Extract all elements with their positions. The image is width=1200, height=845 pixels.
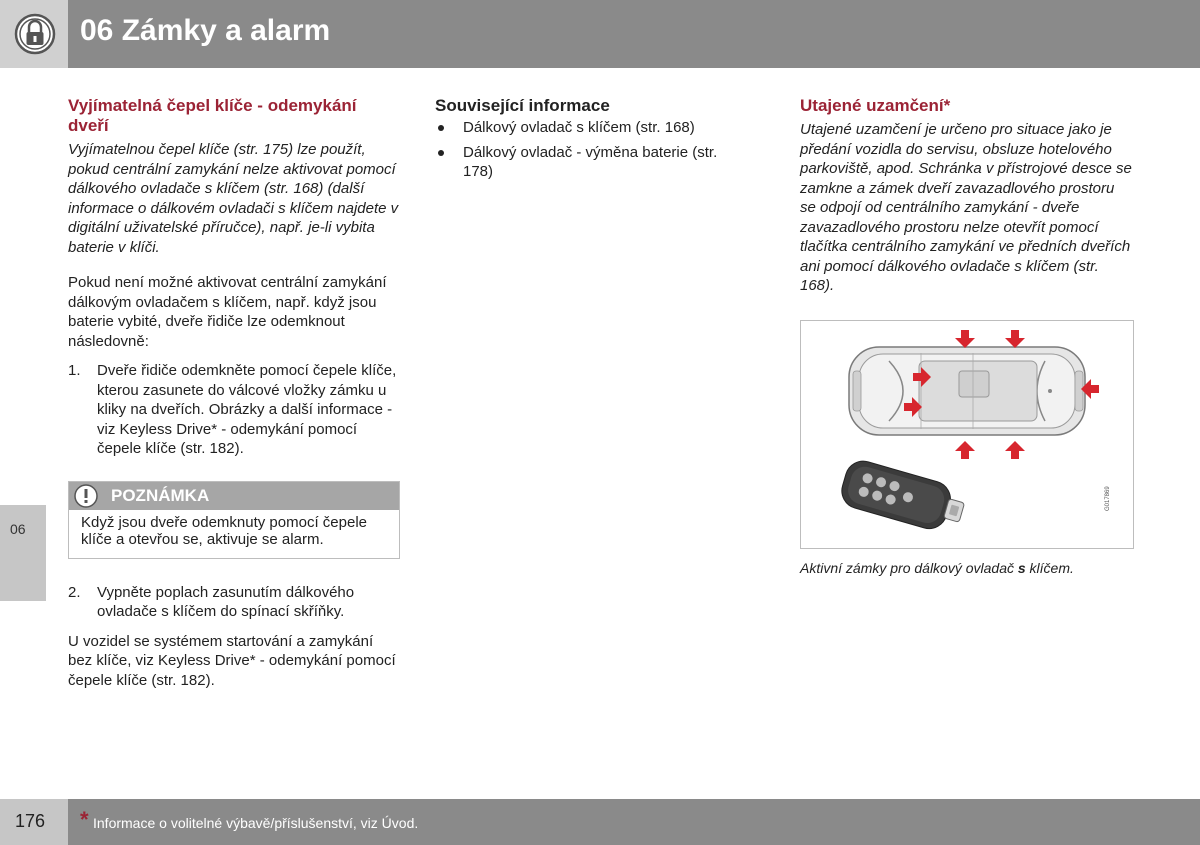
right-column <box>800 96 1134 577</box>
figure-caption <box>800 559 1134 577</box>
side-tab-label: 06 <box>10 521 26 537</box>
list-item <box>68 361 400 459</box>
footnote-star: * <box>80 807 89 832</box>
warning-icon <box>73 483 99 509</box>
step-number: 2. <box>68 583 81 601</box>
note-body <box>69 510 399 558</box>
note-header <box>69 482 399 510</box>
figure-code: G017869 <box>1105 485 1111 511</box>
car-lock-figure <box>800 320 1134 549</box>
middle-column <box>435 96 735 187</box>
related-link[interactable]: Dálkový ovladač s klíčem (str. 168) <box>435 118 735 138</box>
intro-text: Utajené uzamčení je určeno pro situace jako je předání vozidla do servisu, obsluze hotelového parkoviště, apod. Schránka v přístrojové desce se zamkne a zámek dveří zavazadlového prostoru se odpojí od centrálního zamykání - dveře zavazadlového prostoru nelze otevřít pomocí tlačítka centrálního zamykání ve předních dveřích ani pomocí dálkového ovladače s klíčem (str. 168). <box>800 121 1132 294</box>
body-paragraph: Pokud není možné aktivovat centrální zamykání dálkovým ovladačem s klíčem, např. když jsou baterie vybité, dveře řidiče lze odemknout následovně: <box>68 274 387 350</box>
caption-text: Aktivní zámky pro dálkový ovladač <box>800 559 1018 576</box>
header-icon-box <box>0 0 68 68</box>
related-links-list <box>435 118 735 182</box>
steps-list <box>68 361 400 459</box>
chapter-header <box>0 0 1200 68</box>
footnote-text: Informace o volitelné výbavě/příslušenství, viz Úvod. <box>93 815 419 831</box>
page-number-box <box>0 799 68 845</box>
caption-bold: s <box>1017 559 1026 576</box>
note-text: Když jsou dveře odemknuty pomocí čepele klíče a otevřou se, aktivuje se alarm. <box>81 513 367 548</box>
lock-icon <box>14 13 56 55</box>
car-topview <box>849 347 1085 435</box>
list-item <box>68 583 400 622</box>
arrow-up-icon <box>1005 441 1025 459</box>
related-link[interactable]: Dálkový ovladač - výměna baterie (str. 178) <box>435 143 735 182</box>
arrow-up-icon <box>955 441 975 459</box>
related-info-heading: Související informace <box>435 96 610 115</box>
arrow-down-icon <box>955 330 975 348</box>
section-heading-private-locking: Utajené uzamčení* <box>800 96 951 115</box>
steps-list <box>68 583 400 622</box>
caption-text-end: klíčem. <box>1025 559 1074 576</box>
left-column <box>68 96 400 690</box>
body-paragraph: U vozidel se systémem startování a zamykání bez klíče, viz Keyless Drive* - odemykání pomocí čepele klíče (str. 182). <box>68 632 396 689</box>
chapter-title: 06 Zámky a alarm <box>80 14 331 47</box>
step-text: Dveře řidiče odemkněte pomocí čepele klíče, kterou zasunete do válcové vložky zámku u kliky na dveřích. Obrázky a další informace - viz Keyless Drive* - odemykání pomocí čepele klíče (str. 182). <box>97 362 397 457</box>
chapter-side-tab <box>0 505 46 601</box>
remote-key <box>838 456 969 536</box>
intro-text: Vyjímatelnou čepel klíče (str. 175) lze použít, pokud centrální zamykání nelze aktivovat pomocí dálkového ovladače s klíčem (str. 168) (další informace o dálkovém ovladači s klíčem najdete v digitální uživatelské příručce), např. je-li vybita baterie v klíči. <box>68 141 399 256</box>
page-number: 176 <box>15 811 46 831</box>
step-text: Vypněte poplach zasunutím dálkového ovladače s klíčem do spínací skříňky. <box>97 583 355 620</box>
note-box <box>68 481 400 559</box>
note-title: POZNÁMKA <box>111 485 210 505</box>
step-number: 1. <box>68 362 81 379</box>
page-footer <box>0 799 1200 845</box>
arrow-down-icon <box>1005 330 1025 348</box>
car-illustration <box>801 321 1133 548</box>
section-heading-key-blade: Vyjímatelná čepel klíče - odemykání dveří <box>68 96 357 135</box>
